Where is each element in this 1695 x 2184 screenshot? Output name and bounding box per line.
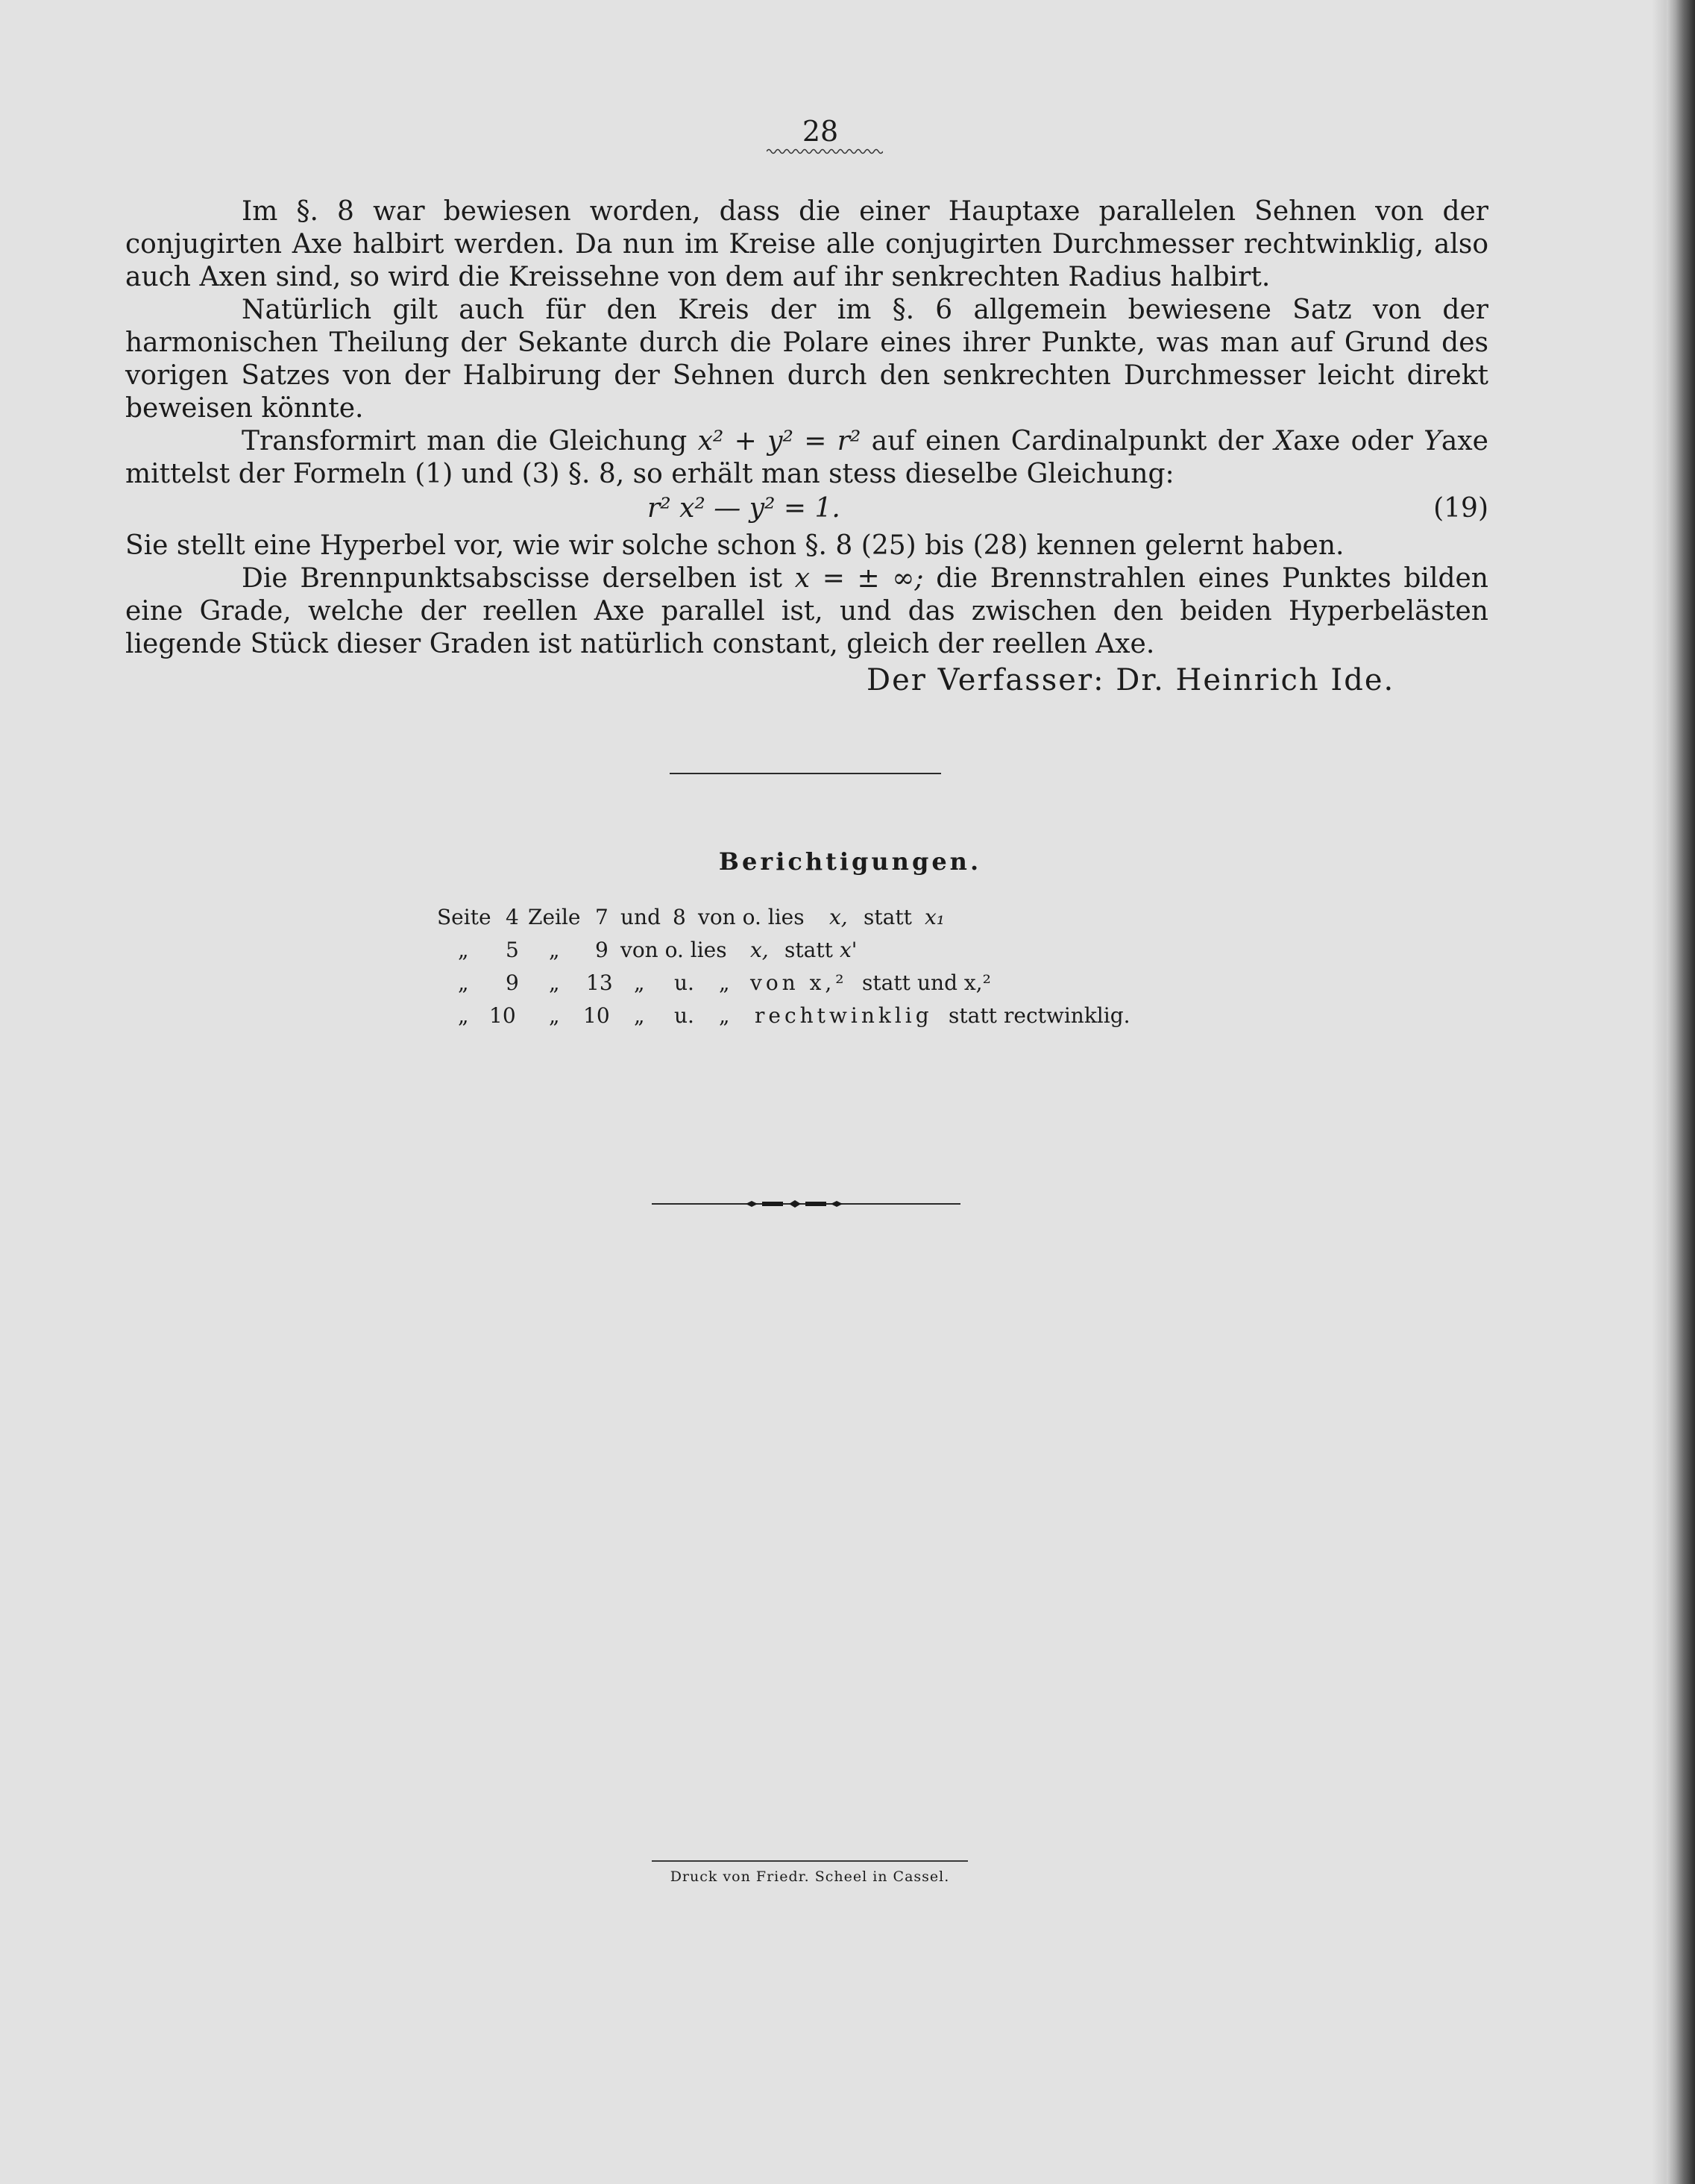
correction-wrong: und x,² <box>917 970 991 995</box>
correction-seite: „ <box>458 1003 469 1028</box>
paragraph-text: die Brennstrahlen eines Punktes bilden eine Grade, welche der reellen Axe parallel ist, und das zwischen den beiden Hyperbelästen liegende Stück dieser Graden ist natürlich constant, gleich der reellen Axe. <box>125 563 1488 659</box>
correction-zeile: „ <box>549 1003 560 1028</box>
equation-number: (19) <box>1433 493 1488 524</box>
correction-zeile: „ <box>549 970 560 995</box>
correction-zeile: „ <box>549 938 560 962</box>
author-signature: Der Verfasser: Dr. Heinrich Ide. <box>867 663 1395 697</box>
page-edge-shadow <box>1652 0 1667 2184</box>
correction-statt: statt <box>862 970 911 995</box>
corrections-heading: Berichtigungen. <box>718 847 982 876</box>
correction-statt: statt <box>784 938 833 962</box>
correction-line: 9 <box>595 938 608 962</box>
correction-seite: Seite <box>437 905 491 929</box>
correction-direction: u. <box>674 1003 694 1028</box>
circle-equation: x² + y² = r² <box>697 426 861 456</box>
y-axis-symbol: Y <box>1424 426 1441 456</box>
correction-correct: x, <box>829 905 848 929</box>
printer-imprint: Druck von Friedr. Scheel in Cassel. <box>670 1868 950 1885</box>
ornament-divider <box>652 1196 960 1211</box>
correction-page: 4 <box>506 905 519 929</box>
correction-wrong: x₁ <box>925 905 946 929</box>
equation-row <box>125 492 1488 528</box>
correction-statt: statt <box>949 1003 997 1028</box>
paragraph-text: Die Brennpunktsabscisse derselben ist <box>242 563 783 594</box>
page-number-underline <box>767 148 883 155</box>
page-number: 28 <box>802 115 839 148</box>
correction-zeile: Zeile <box>528 905 581 929</box>
section-divider <box>670 773 941 774</box>
correction-ditto: „ <box>719 970 730 995</box>
paragraph <box>125 425 1488 491</box>
correction-line: 10 <box>583 1003 610 1028</box>
paragraph-text: Transformirt man die Gleichung <box>242 426 688 456</box>
correction-correct: rechtwinklig <box>755 1003 933 1028</box>
paragraph-text: auf einen Cardinalpunkt der <box>871 426 1264 456</box>
correction-statt: statt <box>864 905 912 929</box>
correction-ditto: „ <box>634 1003 645 1028</box>
paragraph: Im §. 8 war bewiesen worden, dass die einer Hauptaxe parallelen Sehnen von der conjugirten Axe halbirt werden. Da nun im Kreise alle conjugirten Durchmesser rechtwinklig, also auch Axen sind, so wird die Kreissehne von dem auf ihr senkrechten Radius halbirt. <box>125 196 1488 292</box>
correction-correct: von x,² <box>750 970 848 995</box>
body-text <box>125 195 1488 661</box>
correction-page: 5 <box>506 938 519 962</box>
correction-direction: u. <box>674 970 694 995</box>
correction-conjunction: und <box>620 905 661 929</box>
correction-ditto: „ <box>719 1003 730 1028</box>
correction-wrong: x' <box>840 938 858 962</box>
correction-line: 13 <box>586 970 613 995</box>
paragraph <box>125 562 1488 661</box>
correction-page: 10 <box>489 1003 516 1028</box>
correction-wrong: rectwinklig. <box>1004 1003 1130 1028</box>
paragraph: Sie stellt eine Hyperbel vor, wie wir solche schon §. 8 (25) bis (28) kennen gelernt haben. <box>125 530 1345 561</box>
correction-direction: von o. lies <box>620 938 727 962</box>
correction-ditto: „ <box>634 970 645 995</box>
paragraph-text: axe oder <box>1293 426 1413 456</box>
imprint-rule <box>652 1860 968 1862</box>
x-axis-symbol: X <box>1274 426 1294 456</box>
focal-abscissa-formula: x = ± ∞; <box>794 563 924 594</box>
correction-line: 8 <box>673 905 686 929</box>
correction-correct: x, <box>750 938 769 962</box>
correction-page: 9 <box>506 970 519 995</box>
paragraph: Natürlich gilt auch für den Kreis der im §. 6 allgemein bewiesene Satz von der harmonischen Theilung der Sekante durch die Polare eines ihrer Punkte, was man auf Grund des vorigen Satzes von der Halbirung der Sehnen durch den senkrechten Durchmesser leicht direkt beweisen könnte. <box>125 295 1488 424</box>
paragraph-text: axe mittelst der Formeln (1) und (3) §. 8, so erhält man stess dieselbe Gleichung: <box>125 426 1488 489</box>
equation-19: r² x² — y² = 1. <box>647 493 840 524</box>
correction-seite: „ <box>458 970 469 995</box>
correction-line: 7 <box>595 905 608 929</box>
page-edge <box>1667 0 1695 2184</box>
correction-seite: „ <box>458 938 469 962</box>
correction-direction: von o. lies <box>698 905 805 929</box>
